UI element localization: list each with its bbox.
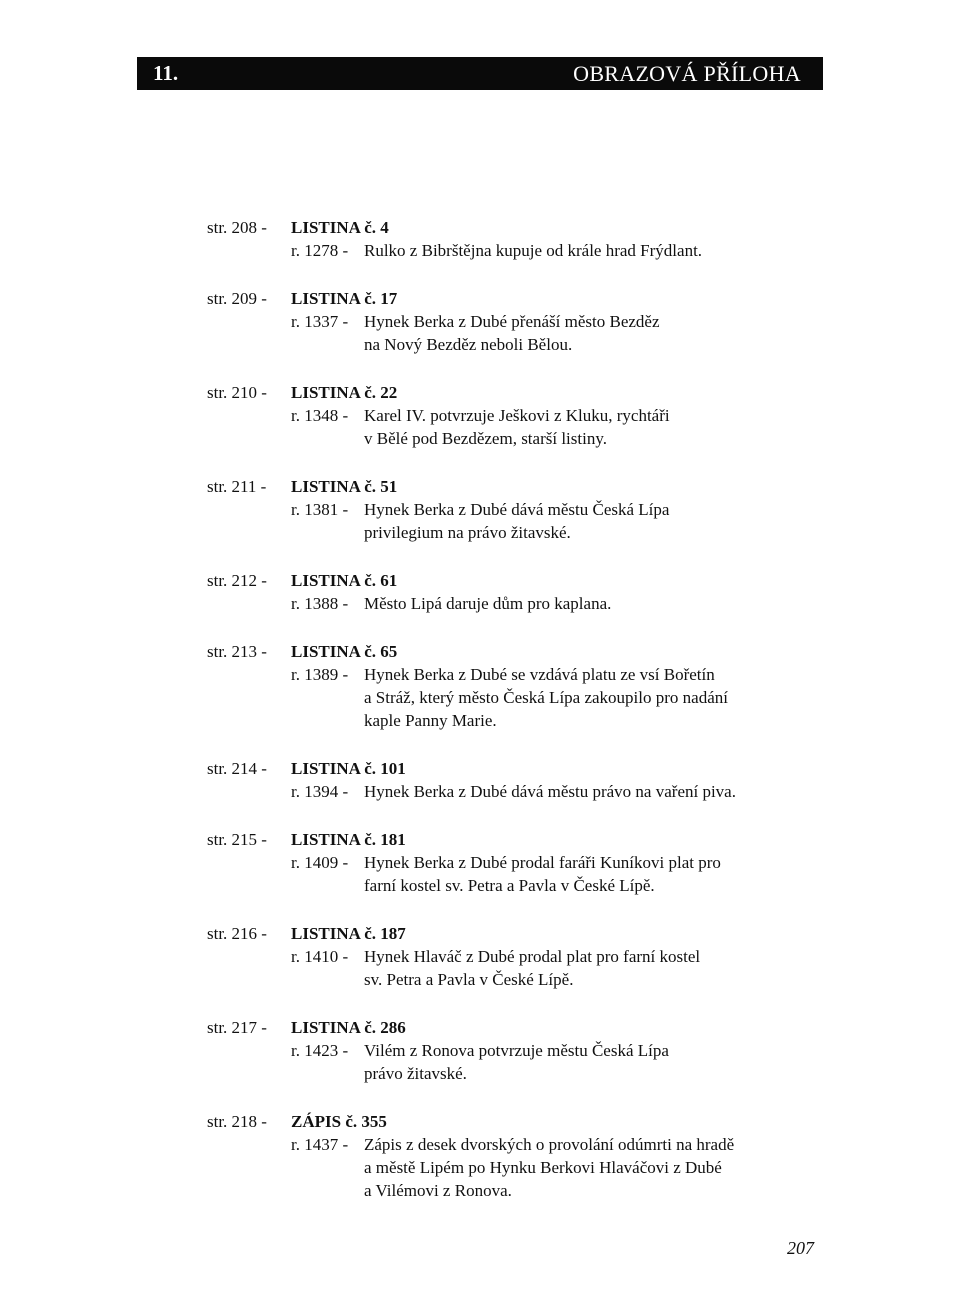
document-title: LISTINA č. 101 (291, 759, 406, 778)
description-line: privilegium na právo žitavské. (364, 523, 571, 542)
list-item (207, 381, 827, 450)
document-description (364, 239, 804, 262)
description-line: a Vilémovi z Ronova. (364, 1181, 512, 1200)
description-line: Hynek Berka z Dubé přenáší město Bezděz (364, 312, 660, 331)
page-reference: str. 211 - (207, 477, 267, 496)
chapter-header (137, 57, 823, 90)
description-line: a městě Lipém po Hynku Berkovi Hlaváčovi z Dubé (364, 1158, 722, 1177)
description-line: farní kostel sv. Petra a Pavla v České Lípě. (364, 876, 655, 895)
document-year: r. 1394 - (291, 782, 349, 801)
document-year: r. 1388 - (291, 594, 349, 613)
document-year: r. 1348 - (291, 406, 349, 425)
document-title: LISTINA č. 4 (291, 218, 389, 237)
chapter-number: 11. (153, 61, 179, 85)
list-item (207, 1110, 827, 1202)
description-line: právo žitavské. (364, 1064, 467, 1083)
list-item (207, 569, 827, 615)
list-item (207, 1016, 827, 1085)
document-year: r. 1409 - (291, 853, 349, 872)
document-description (364, 1133, 804, 1202)
page-reference: str. 208 - (207, 218, 267, 237)
document-title: LISTINA č. 61 (291, 571, 398, 590)
document-year: r. 1423 - (291, 1041, 349, 1060)
document-title: LISTINA č. 187 (291, 924, 406, 943)
document-year: r. 1389 - (291, 665, 349, 684)
description-line: Rulko z Bibrštějna kupuje od krále hrad Frýdlant. (364, 241, 703, 260)
description-line: Zápis z desek dvorských o provolání odúmrti na hradě (364, 1135, 735, 1154)
page-reference: str. 210 - (207, 383, 267, 402)
document-year: r. 1410 - (291, 947, 349, 966)
document-title: LISTINA č. 286 (291, 1018, 406, 1037)
page-reference: str. 213 - (207, 642, 267, 661)
list-item (207, 828, 827, 897)
description-line: sv. Petra a Pavla v České Lípě. (364, 970, 574, 989)
list-item (207, 640, 827, 732)
page-number: 207 (787, 1238, 814, 1258)
description-line: Město Lipá daruje dům pro kaplana. (364, 594, 612, 613)
document-description (364, 404, 804, 450)
page-reference: str. 209 - (207, 289, 267, 308)
description-line: Hynek Hlaváč z Dubé prodal plat pro farní kostel (364, 947, 701, 966)
chapter-title: OBRAZOVÁ PŘÍLOHA (573, 61, 801, 86)
document-year: r. 1437 - (291, 1135, 349, 1154)
page-reference: str. 212 - (207, 571, 267, 590)
description-line: Hynek Berka z Dubé dává městu Česká Lípa (364, 500, 670, 519)
description-line: Hynek Berka z Dubé prodal faráři Kuníkovi plat pro (364, 853, 721, 872)
document-description (364, 1039, 804, 1085)
list-item (207, 922, 827, 991)
list-item (207, 216, 827, 262)
document-title: LISTINA č. 65 (291, 642, 398, 661)
document-year: r. 1278 - (291, 241, 349, 260)
description-line: v Bělé pod Bezdězem, starší listiny. (364, 429, 607, 448)
description-line: Vilém z Ronova potvrzuje městu Česká Lípa (364, 1041, 669, 1060)
list-item (207, 757, 827, 803)
document-description (364, 498, 804, 544)
description-line: kaple Panny Marie. (364, 711, 497, 730)
description-line: na Nový Bezděz neboli Bělou. (364, 335, 573, 354)
document-title: LISTINA č. 17 (291, 289, 398, 308)
image-list (207, 216, 827, 1227)
list-item (207, 475, 827, 544)
page-reference: str. 218 - (207, 1112, 267, 1131)
document-year: r. 1337 - (291, 312, 349, 331)
document-title: LISTINA č. 181 (291, 830, 406, 849)
document-description (364, 592, 804, 615)
document-description (364, 851, 804, 897)
description-line: Hynek Berka z Dubé dává městu právo na vaření piva. (364, 782, 736, 801)
document-description (364, 780, 804, 803)
page-reference: str. 214 - (207, 759, 267, 778)
page-reference: str. 216 - (207, 924, 267, 943)
document-title: LISTINA č. 22 (291, 383, 398, 402)
document-year: r. 1381 - (291, 500, 349, 519)
description-line: a Stráž, který město Česká Lípa zakoupilo pro nadání (364, 688, 728, 707)
document-description (364, 663, 804, 732)
document-title: ZÁPIS č. 355 (291, 1112, 387, 1131)
document-description (364, 945, 804, 991)
document-description (364, 310, 804, 356)
document-title: LISTINA č. 51 (291, 477, 398, 496)
description-line: Hynek Berka z Dubé se vzdává platu ze vsí Bořetín (364, 665, 715, 684)
list-item (207, 287, 827, 356)
page-reference: str. 215 - (207, 830, 267, 849)
description-line: Karel IV. potvrzuje Ješkovi z Kluku, rychtáři (364, 406, 670, 425)
page-reference: str. 217 - (207, 1018, 267, 1037)
